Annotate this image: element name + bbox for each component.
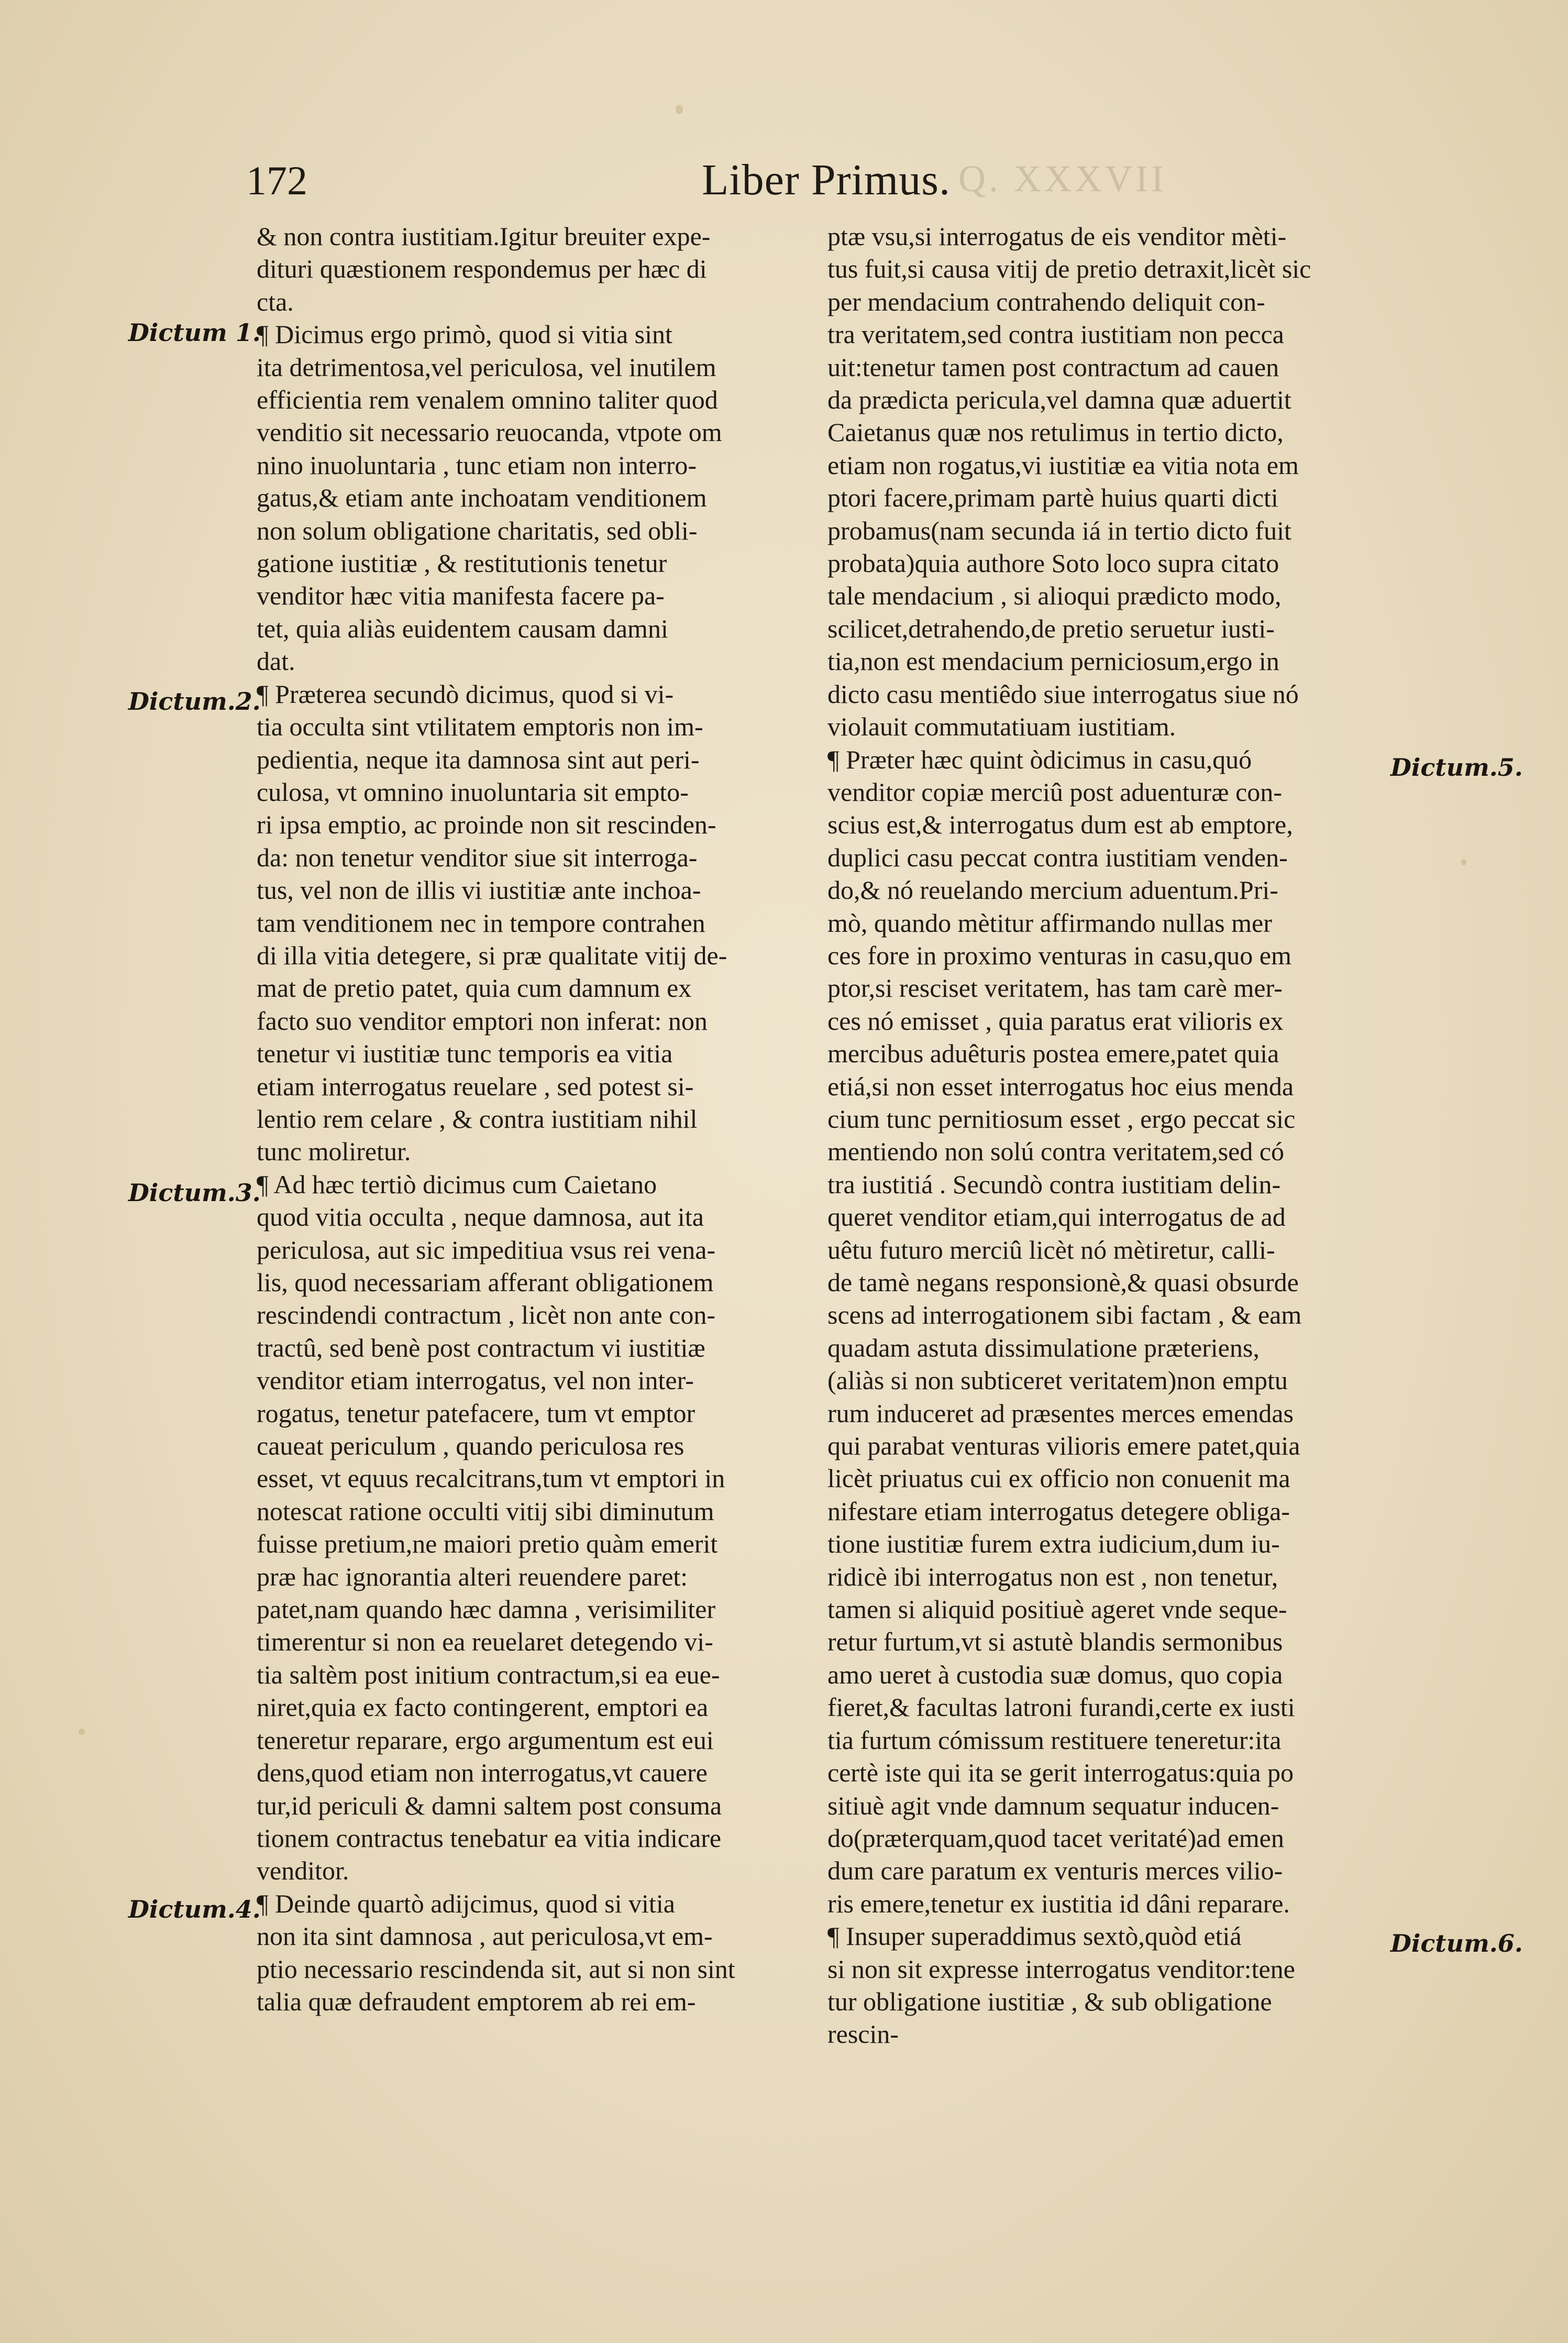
text-line: scilicet,detrahendo,de pretio seruetur iusti- [827, 613, 1275, 643]
marginal-note-dictum-5: Dictum.5. [1390, 753, 1523, 782]
text-line: venditor hæc vitia manifesta facere pa- [257, 581, 665, 611]
text-line: rescindendi contractum , licèt non ante con- [257, 1300, 716, 1330]
running-head: Liber Primus. [702, 156, 951, 204]
text-line: dum care paratum ex venturis merces vilio- [827, 1856, 1283, 1886]
text-line: mercibus aduêturis postea emere,patet quia [827, 1039, 1279, 1069]
text-line: da: non tenetur venditor siue sit interroga- [257, 842, 698, 872]
text-line: ¶ Insuper superaddimus sextò,quòd etiá [827, 1921, 1242, 1951]
text-line: præ hac ignorantia alteri reuendere paret: [257, 1561, 688, 1591]
marginal-note-dictum-1: Dictum 1. [128, 318, 261, 347]
text-line: notescat ratione occulti vitij sibi diminutum [257, 1496, 714, 1526]
text-line: ptio necessario rescindenda sit, aut si non sint [257, 1954, 735, 1984]
text-line: scius est,& interrogatus dum est ab emptore, [827, 810, 1293, 840]
text-line: uit:tenetur tamen post contractum ad cauen [827, 352, 1279, 382]
page-number: 172 [246, 158, 307, 203]
text-line: dens,quod etiam non interrogatus,vt cauere [257, 1758, 708, 1788]
text-line: queret venditor etiam,qui interrogatus de ad [827, 1202, 1286, 1232]
text-line: quadam astuta dissimulatione præteriens, [827, 1333, 1260, 1362]
text-line: tra veritatem,sed contra iustitiam non pecca [827, 320, 1284, 349]
text-line: ces nó emisset , quia paratus erat vilioris ex [827, 1006, 1284, 1036]
text-line: tia,non est mendacium perniciosum,ergo in [827, 646, 1279, 676]
text-line: fieret,& facultas latroni furandi,certe ex iusti [827, 1692, 1295, 1722]
text-line: fuisse pretium,ne maiori pretio quàm emerit [257, 1529, 718, 1559]
text-line: nifestare etiam interrogatus detegere obliga- [827, 1496, 1290, 1526]
text-line: ces fore in proximo venturas in casu,quo em [827, 940, 1291, 970]
text-line: non solum obligatione charitatis, sed obli- [257, 515, 698, 545]
paper-stain [1461, 859, 1466, 865]
text-line: tia saltèm post initium contractum,si ea eue- [257, 1659, 720, 1689]
text-line: ptæ vsu,si interrogatus de eis venditor mèti- [827, 222, 1287, 251]
text-line: sitiuè agit vnde damnum sequatur inducen- [827, 1790, 1279, 1820]
text-line: & non contra iustitiam.Igitur breuiter expe- [257, 222, 711, 251]
text-line: dicto casu mentiêdo siue interrogatus siue nó [827, 679, 1299, 709]
text-line: mat de pretio patet, quia cum damnum ex [257, 973, 692, 1003]
text-line: tia furtum cómissum restituere teneretur:ita [827, 1725, 1282, 1755]
text-line: si non sit expresse interrogatus venditor:tene [827, 1954, 1295, 1984]
text-line: gatus,& etiam ante inchoatam venditionem [257, 483, 707, 513]
text-line: lentio rem celare , & contra iustitiam nihil [257, 1104, 698, 1134]
text-line: uêtu futuro merciû licèt nó mètiretur, calli- [827, 1235, 1275, 1264]
text-line: ris emere,tenetur ex iustitia id dâni reparare. [827, 1888, 1290, 1918]
text-line: ¶ Præter hæc quint òdicimus in casu,quó [827, 744, 1252, 774]
text-line: culosa, vt omnino inuoluntaria sit empto- [257, 777, 689, 807]
text-line: niret,quia ex facto contingerent, emptori ea [257, 1692, 709, 1722]
text-line: facto suo venditor emptori non inferat: non [257, 1006, 708, 1036]
text-line: nino inuoluntaria , tunc etiam non interro- [257, 450, 697, 480]
text-line: teneretur reparare, ergo argumentum est eui [257, 1725, 714, 1755]
text-line: mentiendo non solú contra veritatem,sed có [827, 1137, 1284, 1167]
text-line: venditor copiæ merciû post aduenturæ con- [827, 777, 1282, 807]
text-line: ita detrimentosa,vel periculosa, vel inutilem [257, 352, 716, 382]
text-line: venditor etiam interrogatus, vel non inter- [257, 1366, 694, 1395]
text-line: etiam interrogatus reuelare , sed potest si- [257, 1071, 694, 1101]
text-line: Caietanus quæ nos retulimus in tertio dicto, [827, 417, 1284, 447]
text-line: timerentur si non ea reuelaret detegendo vi- [257, 1627, 713, 1657]
text-line: duplici casu peccat contra iustitiam venden- [827, 842, 1288, 872]
text-line: tenetur vi iustitiæ tunc temporis ea vitia [257, 1039, 673, 1069]
text-line: efficientia rem venalem omnino taliter quod [257, 385, 718, 415]
text-line: venditio sit necessario reuocanda, vtpote om [257, 417, 722, 447]
text-line: venditor. [257, 1856, 349, 1886]
marginal-note-dictum-6: Dictum.6. [1390, 1929, 1523, 1957]
text-line: tale mendacium , si alioqui prædicto modo, [827, 581, 1282, 611]
text-line: tamen si aliquid positiuè ageret vnde seque- [827, 1594, 1287, 1624]
text-line: di illa vitia detegere, si præ qualitate vitij de- [257, 940, 727, 970]
text-line: violauit commutatiuam iustitiam. [827, 712, 1176, 742]
text-line: talia quæ defraudent emptorem ab rei em- [257, 1986, 696, 2016]
text-line: tur,id periculi & damni saltem post consuma [257, 1790, 722, 1820]
text-line: qui parabat venturas vilioris emere patet,quia [827, 1431, 1300, 1461]
text-line: tus, vel non de illis vi iustitiæ ante inchoa- [257, 875, 701, 905]
text-line: do,& nó reuelando mercium aduentum.Pri- [827, 875, 1278, 905]
text-line: de tamè negans responsionè,& quasi obsurde [827, 1268, 1299, 1297]
text-line: tra iustitiá . Secundò contra iustitiam delin- [827, 1169, 1281, 1199]
text-line: dituri quæstionem respondemus per hæc di [257, 254, 707, 284]
text-line: tione iustitiæ furem extra iudicium,dum iu- [827, 1529, 1280, 1559]
text-line: ridicè ibi interrogatus non est , non tenetur, [827, 1561, 1278, 1591]
text-line: ¶ Dicimus ergo primò, quod si vitia sint [257, 320, 672, 349]
text-line: tractû, sed benè post contractum vi iustitiæ [257, 1333, 705, 1362]
text-line: scens ad interrogationem sibi factam , & eam [827, 1300, 1302, 1330]
text-line: (aliàs si non subticeret veritatem)non emptu [827, 1366, 1288, 1395]
marginal-note-dictum-3: Dictum.3. [128, 1179, 261, 1207]
text-line: quod vitia occulta , neque damnosa, aut ita [257, 1202, 704, 1232]
text-line: licèt priuatus cui ex officio non conuenit ma [827, 1464, 1290, 1493]
text-line: cium tunc pernitiosum esset , ergo peccat sic [827, 1104, 1296, 1134]
text-line: tet, quia aliàs euidentem causam damni [257, 613, 668, 643]
text-line: pedientia, neque ita damnosa sint aut peri- [257, 744, 700, 774]
text-line: certè iste qui ita se gerit interrogatus:quia po [827, 1758, 1294, 1788]
text-line: ¶ Ad hæc tertiò dicimus cum Caietano [257, 1169, 657, 1199]
paper-stain [676, 105, 683, 114]
text-line: probata)quia authore Soto loco supra citato [827, 548, 1279, 578]
text-line: gatione iustitiæ , & restitutionis tenetur [257, 548, 667, 578]
text-line: mò, quando mètitur affirmando nullas mer [827, 908, 1272, 938]
text-line: rum induceret ad præsentes merces emendas [827, 1398, 1294, 1428]
text-line: rescin- [827, 2019, 899, 2049]
text-line: caueat periculum , quando periculosa res [257, 1431, 684, 1461]
text-line: tur obligatione iustitiæ , & sub obligatione [827, 1986, 1272, 2016]
text-line: tionem contractus tenebatur ea vitia indicare [257, 1823, 722, 1853]
text-line: etiá,si non esset interrogatus hoc eius menda [827, 1071, 1294, 1101]
text-line: tunc moliretur. [257, 1137, 411, 1167]
text-line: probamus(nam secunda iá in tertio dicto fuit [827, 515, 1291, 545]
text-line: ptor,si resciset veritatem, has tam carè mer- [827, 973, 1283, 1003]
text-line: etiam non rogatus,vi iustitiæ ea vitia nota em [827, 450, 1299, 480]
text-line: da prædicta pericula,vel damna quæ aduertit [827, 385, 1291, 415]
right-text-column [827, 220, 1377, 2051]
text-line: retur furtum,vt si astutè blandis sermonibus [827, 1627, 1283, 1657]
text-line: tam venditionem nec in tempore contrahen [257, 908, 705, 938]
text-line: amo ueret à custodia suæ domus, quo copia [827, 1659, 1283, 1689]
text-line: rogatus, tenetur patefacere, tum vt emptor [257, 1398, 695, 1428]
text-line: non ita sint damnosa , aut periculosa,vt em- [257, 1921, 713, 1951]
marginal-note-dictum-2: Dictum.2. [128, 687, 261, 716]
text-line: esset, vt equus recalcitrans,tum vt emptori in [257, 1464, 725, 1493]
text-line: dat. [257, 646, 295, 676]
text-line: lis, quod necessariam afferant obligationem [257, 1268, 714, 1297]
text-line: cta. [257, 287, 294, 316]
marginal-note-dictum-4: Dictum.4. [128, 1895, 261, 1923]
left-text-column [257, 220, 796, 2018]
text-line: tus fuit,si causa vitij de pretio detraxit,licèt sic [827, 254, 1311, 284]
text-line: per mendacium contrahendo deliquit con- [827, 287, 1265, 316]
text-line: do(præterquam,quod tacet veritaté)ad emen [827, 1823, 1284, 1853]
text-line: ¶ Deinde quartò adijcimus, quod si vitia [257, 1888, 675, 1918]
paper-stain [79, 1729, 85, 1735]
text-line: ptori facere,primam partè huius quarti dicti [827, 483, 1278, 513]
text-line: patet,nam quando hæc damna , verisimiliter [257, 1594, 716, 1624]
show-through-text: Q. XXXVII [958, 158, 1167, 200]
text-line: tia occulta sint vtilitatem emptoris non im- [257, 712, 703, 742]
text-line: ri ipsa emptio, ac proinde non sit rescinden- [257, 810, 716, 840]
text-line: periculosa, aut sic impeditiua vsus rei vena- [257, 1235, 716, 1264]
text-line: ¶ Præterea secundò dicimus, quod si vi- [257, 679, 674, 709]
